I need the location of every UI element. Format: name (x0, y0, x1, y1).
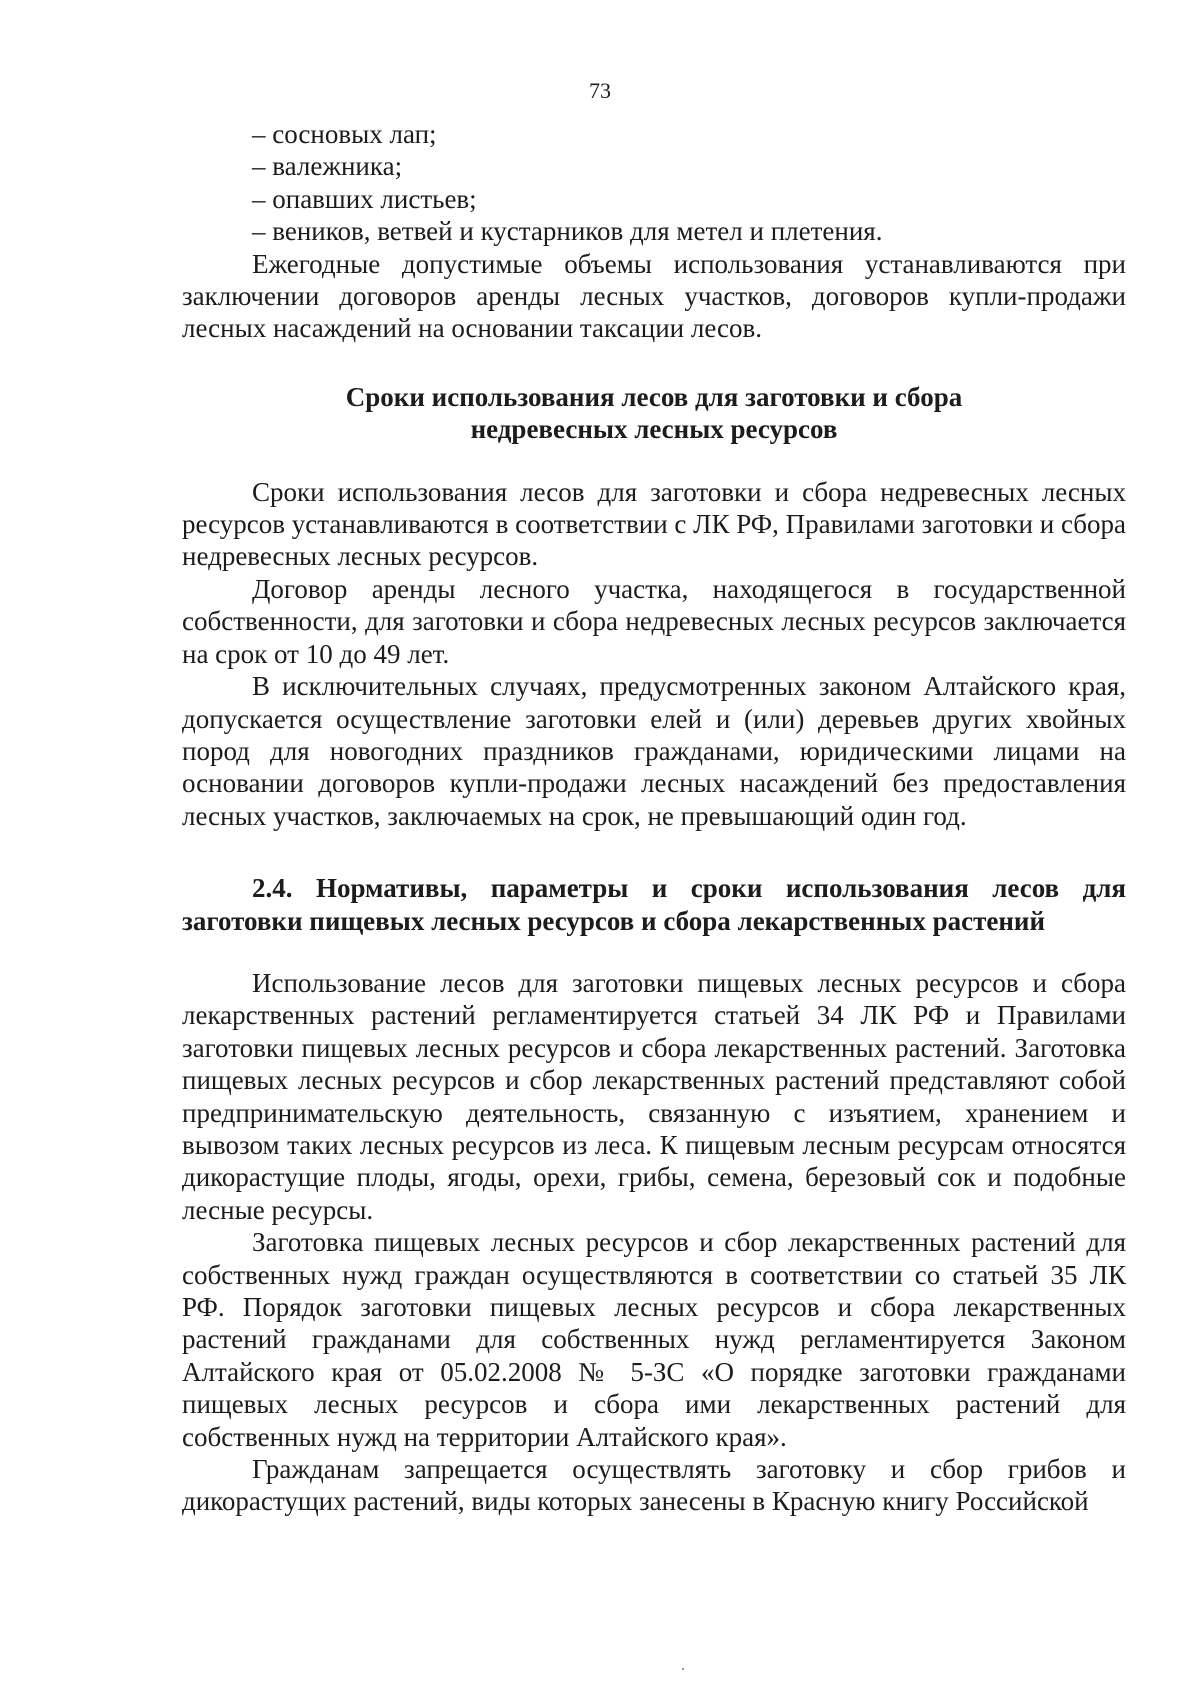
paragraph-terms-law: Сроки использования лесов для заготовки и сбора недревесных лесных ресурсов устанавливаются в соответствии с ЛК РФ, Правилами заготовки и сбора недревесных лесных ресурсов. (182, 476, 1126, 572)
paragraph-food-resources-use: Использование лесов для заготовки пищевых лесных ресурсов и сбора лекарственных растений регламентируется статьей 34 ЛК РФ и Правилами заготовки пищевых лесных ресурсов и сбора лекарственных растений. Заготовка пищевых лесных ресурсов и сбор лекарственных растений представляют собой предпринимательскую деятельность, связанную с изъятием, хранением и вывозом таких лесных ресурсов из леса. К пищевым лесным ресурсам относятся дикорастущие плоды, ягоды, орехи, грибы, семена, березовый сок и подобные лесные ресурсы. (182, 967, 1126, 1225)
paragraph-prohibition: Гражданам запрещается осуществлять заготовку и сбор грибов и дикорастущих растений, виды которых занесены в Красную книгу Российской (182, 1454, 1126, 1517)
page-content (182, 118, 1126, 1518)
list-item-brooms: – веников, ветвей и кустарников для метел и плетения. (252, 216, 883, 247)
list-item-fallen-leaves: – опавших листьев; (252, 183, 477, 214)
paragraph-lease-term: Договор аренды лесного участка, находящегося в государственной собственности, для заготовки и сбора недревесных лесных ресурсов заключается на срок от 10 до 49 лет. (182, 573, 1126, 669)
page-number: 73 (589, 78, 611, 103)
heading-terms-line-2: недревесных лесных ресурсов (470, 414, 838, 445)
list-item-pine-branches: – сосновых лап; (252, 119, 437, 149)
heading-terms-line-1: Сроки использования лесов для заготовки и сбора (345, 381, 963, 412)
paragraph-annual-volumes: Ежегодные допустимые объемы использования устанавливаются при заключении договоров аренды лесных участков, договоров купли-продажи лесных насаждений на основании таксации лесов. (182, 248, 1126, 344)
list-item-deadwood: – валежника; (252, 151, 403, 182)
paragraph-own-needs: Заготовка пищевых лесных ресурсов и сбор лекарственных растений для собственных нужд граждан осуществляются в соответствии со статьей 35 ЛК РФ. Порядок заготовки пищевых лесных ресурсов и сбора лекарственных растений гражданами для собственных нужд регламентируется Законом Алтайского края от 05.02.2008 № 5-ЗС «О порядке заготовки гражданами пищевых лесных ресурсов и сбора ими лекарственных растений для собственных нужд на территории Алтайского края». (182, 1227, 1126, 1452)
scan-speck (682, 1668, 684, 1670)
paragraph-exceptional-cases: В исключительных случаях, предусмотренных законом Алтайского края, допускается осуществление заготовки елей и (или) деревьев других хвойных пород для новогодних праздников гражданами, юридическими лицами на основании договоров купли-продажи лесных насаждений без предоставления лесных участков, заключаемых на срок, не превышающий один год. (182, 671, 1126, 831)
section-heading-2-4: 2.4. Нормативы, параметры и сроки использования лесов для заготовки пищевых лесных ресурсов и сбора лекарственных растений (182, 873, 1126, 936)
heading-terms (182, 381, 1126, 446)
